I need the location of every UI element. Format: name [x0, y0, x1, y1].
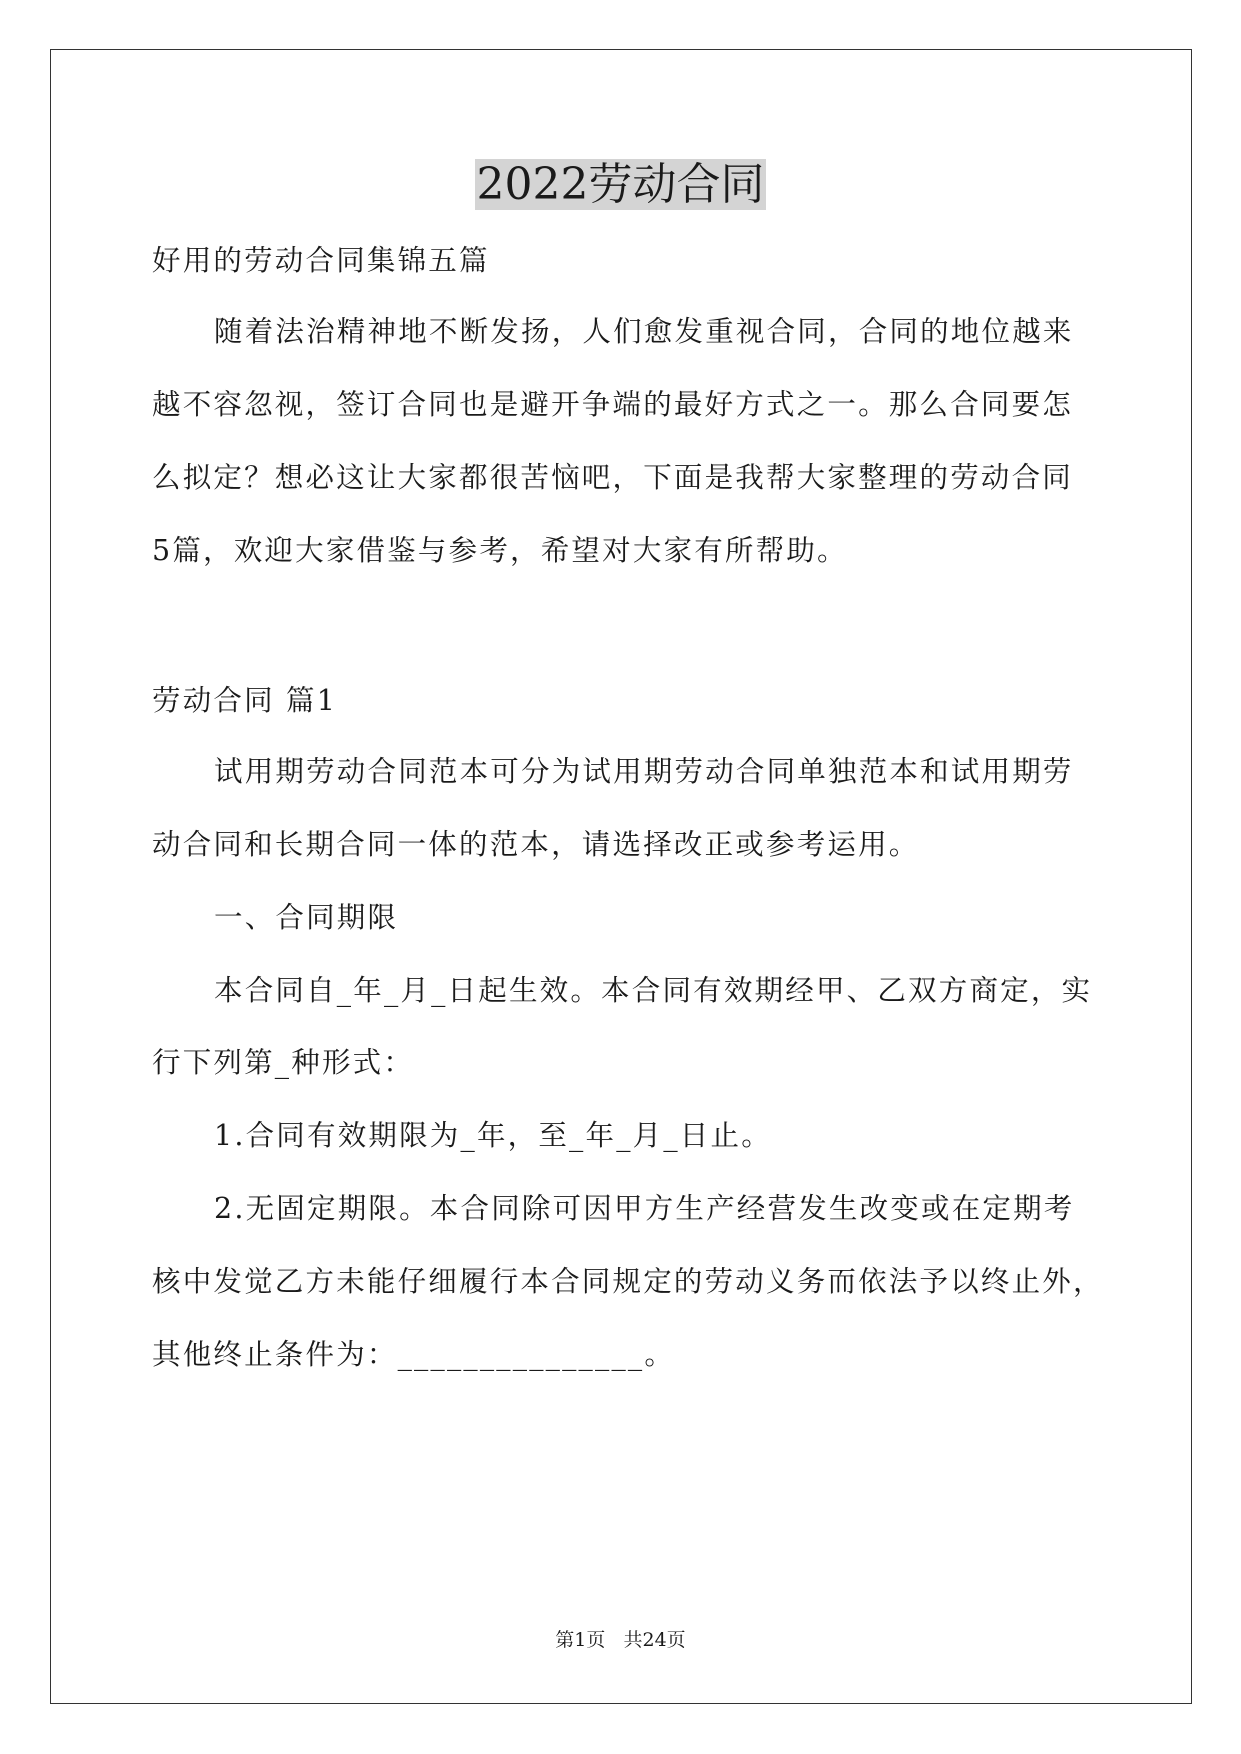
clause-item-1: 1.合同有效期限为_年，至_年_月_日止。	[214, 1119, 772, 1152]
clause-item-2-line-3: 其他终止条件为：_______________。	[152, 1338, 676, 1371]
intro-paragraph-line-4: 5篇，欢迎大家借鉴与参考，希望对大家有所帮助。	[152, 534, 848, 567]
subtitle-line: 好用的劳动合同集锦五篇	[152, 244, 490, 277]
page-number-footer: 第1页 共24页	[555, 1629, 686, 1651]
section-paragraph-1-line-1: 试用期劳动合同范本可分为试用期劳动合同单独范本和试用期劳	[214, 755, 1074, 788]
document-title-text: 2022劳动合同	[476, 159, 765, 210]
intro-paragraph-line-3: 么拟定？想必这让大家都很苦恼吧，下面是我帮大家整理的劳动合同	[152, 461, 1074, 494]
clause-paragraph-line-2: 行下列第_种形式：	[152, 1046, 415, 1079]
intro-paragraph-line-2: 越不容忽视，签订合同也是避开争端的最好方式之一。那么合同要怎	[152, 388, 1074, 421]
section-paragraph-1-line-2: 动合同和长期合同一体的范本，请选择改正或参考运用。	[152, 828, 920, 861]
section-heading: 劳动合同 篇1	[152, 684, 338, 717]
clause-heading: 一、合同期限	[214, 901, 399, 934]
intro-paragraph-line-1: 随着法治精神地不断发扬，人们愈发重视合同，合同的地位越来	[214, 315, 1074, 348]
document-title	[0, 158, 1241, 212]
page-border	[50, 49, 1192, 1704]
clause-item-2-line-1: 2.无固定期限。本合同除可因甲方生产经营发生改变或在定期考	[214, 1192, 1075, 1225]
clause-item-2-line-2: 核中发觉乙方未能仔细履行本合同规定的劳动义务而依法予以终止外，	[152, 1265, 1104, 1298]
clause-paragraph-line-1: 本合同自_年_月_日起生效。本合同有效期经甲、乙双方商定，实	[214, 974, 1093, 1007]
